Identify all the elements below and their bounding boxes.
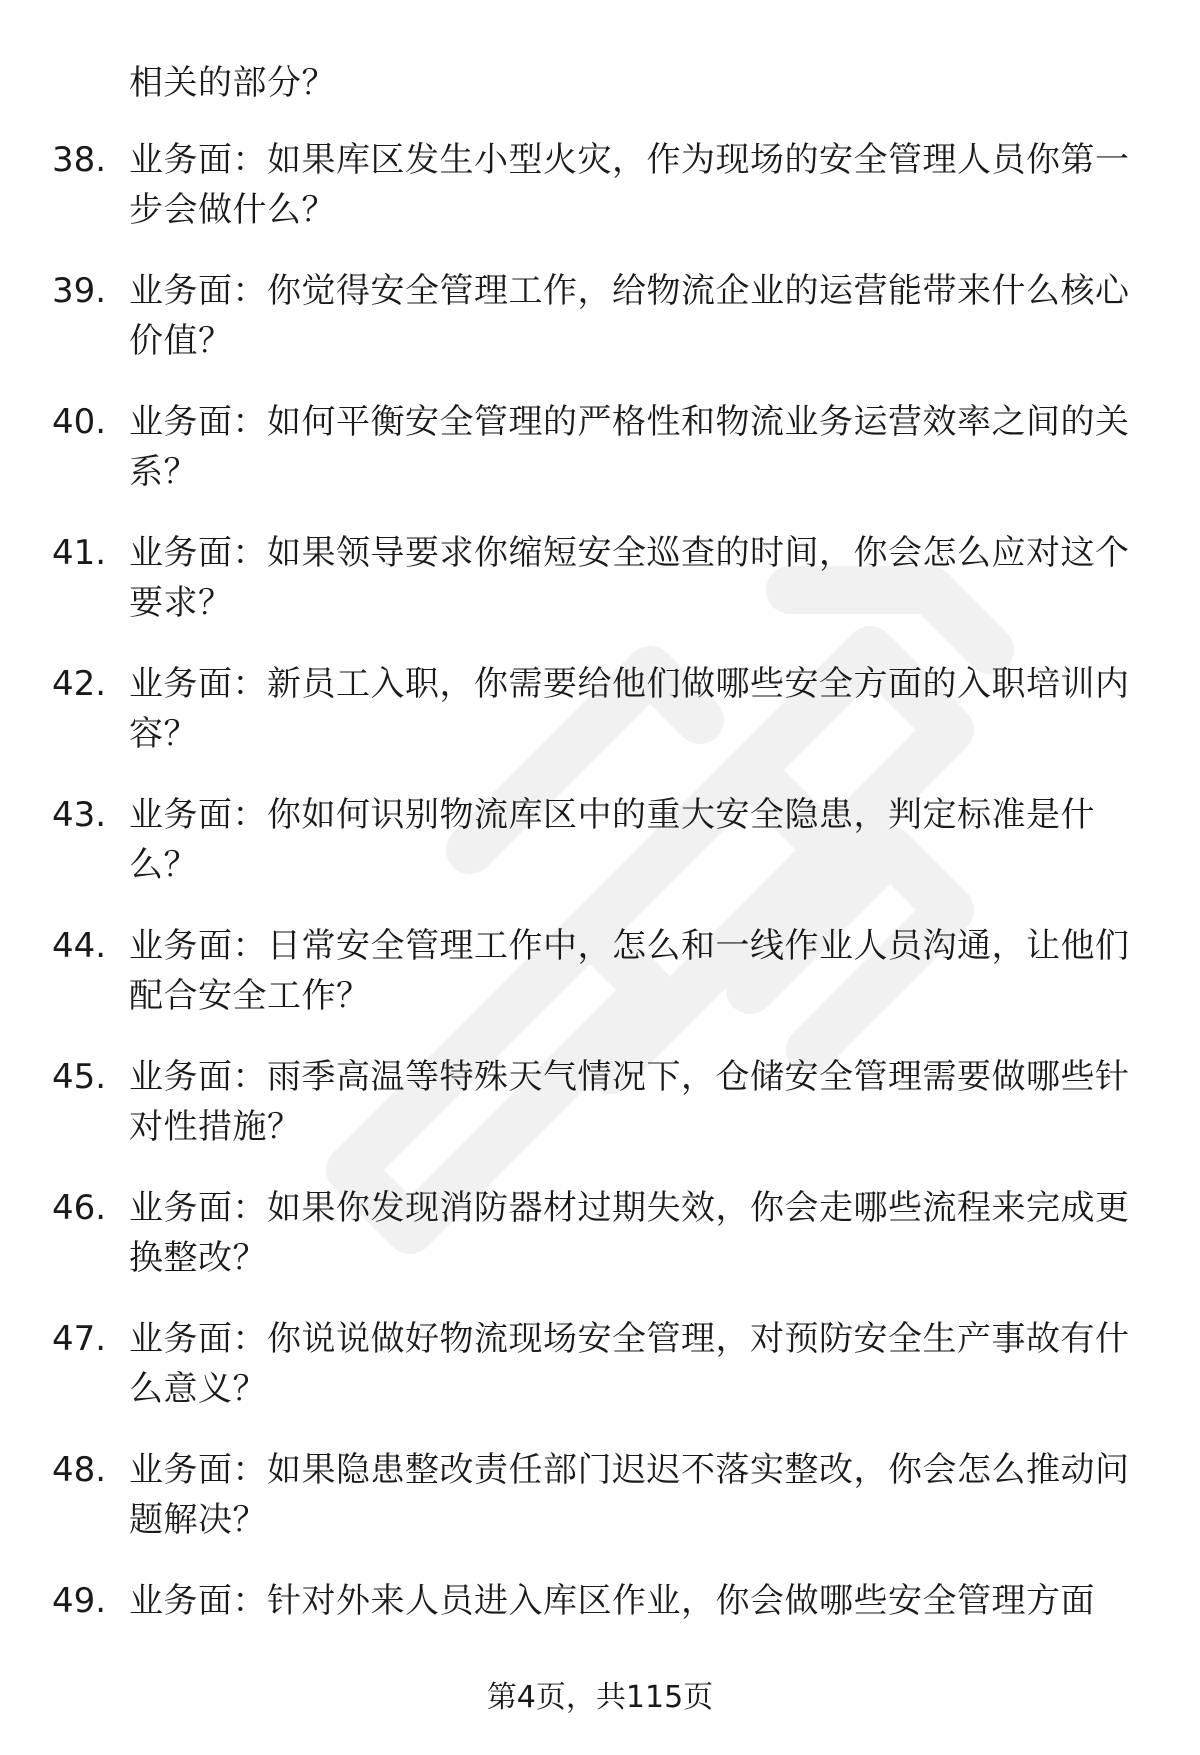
list-item	[52, 1052, 1152, 1152]
item-number: 41.	[52, 533, 107, 573]
list-item	[52, 921, 1152, 1021]
continuation-text: 相关的部分？	[129, 63, 336, 103]
item-number: 40.	[52, 402, 107, 442]
page-number-footer: 第4页，共115页	[486, 1680, 714, 1715]
list-item	[52, 397, 1152, 497]
item-number: 46.	[52, 1188, 107, 1228]
item-number: 43.	[52, 795, 107, 835]
item-number: 45.	[52, 1057, 107, 1097]
list-item	[52, 1183, 1152, 1283]
item-text: 业务面：你觉得安全管理工作，给物流企业的运营能带来什么核心价值？	[129, 271, 1130, 361]
item-text: 业务面：如果库区发生小型火灾，作为现场的安全管理人员你第一步会做什么？	[129, 140, 1130, 230]
item-number: 47.	[52, 1319, 107, 1359]
item-text: 业务面：日常安全管理工作中，怎么和一线作业人员沟通，让他们配合安全工作？	[129, 926, 1130, 1016]
item-number: 38.	[52, 140, 107, 180]
item-number: 42.	[52, 664, 107, 704]
item-text: 业务面：如果你发现消防器材过期失效，你会走哪些流程来完成更换整改？	[129, 1188, 1130, 1278]
list-item	[52, 1445, 1152, 1545]
list-item	[52, 790, 1152, 890]
item-text: 业务面：如果领导要求你缩短安全巡查的时间，你会怎么应对这个要求？	[129, 533, 1130, 623]
list-item	[52, 659, 1152, 759]
item-number: 48.	[52, 1450, 107, 1490]
item-number: 39.	[52, 271, 107, 311]
item-text: 业务面：针对外来人员进入库区作业，你会做哪些安全管理方面	[129, 1581, 1095, 1621]
item-text: 业务面：你说说做好物流现场安全管理，对预防安全生产事故有什么意义？	[129, 1319, 1130, 1409]
item-text: 业务面：如果隐患整改责任部门迟迟不落实整改，你会怎么推动问题解决？	[129, 1450, 1130, 1540]
list-item	[52, 1314, 1152, 1414]
item-text: 业务面：新员工入职，你需要给他们做哪些安全方面的入职培训内容？	[129, 664, 1130, 754]
item-text: 业务面：你如何识别物流库区中的重大安全隐患，判定标准是什么？	[129, 795, 1095, 885]
list-item	[52, 1576, 1152, 1626]
list-item	[52, 135, 1152, 235]
list-item	[52, 266, 1152, 366]
item-number: 44.	[52, 926, 107, 966]
item-text: 业务面：如何平衡安全管理的严格性和物流业务运营效率之间的关系？	[129, 402, 1130, 492]
item-text: 业务面：雨季高温等特殊天气情况下，仓储安全管理需要做哪些针对性措施？	[129, 1057, 1130, 1147]
item-number: 49.	[52, 1581, 107, 1621]
question-list-section	[52, 58, 1152, 1657]
question-list	[52, 135, 1152, 1626]
list-item	[52, 528, 1152, 628]
